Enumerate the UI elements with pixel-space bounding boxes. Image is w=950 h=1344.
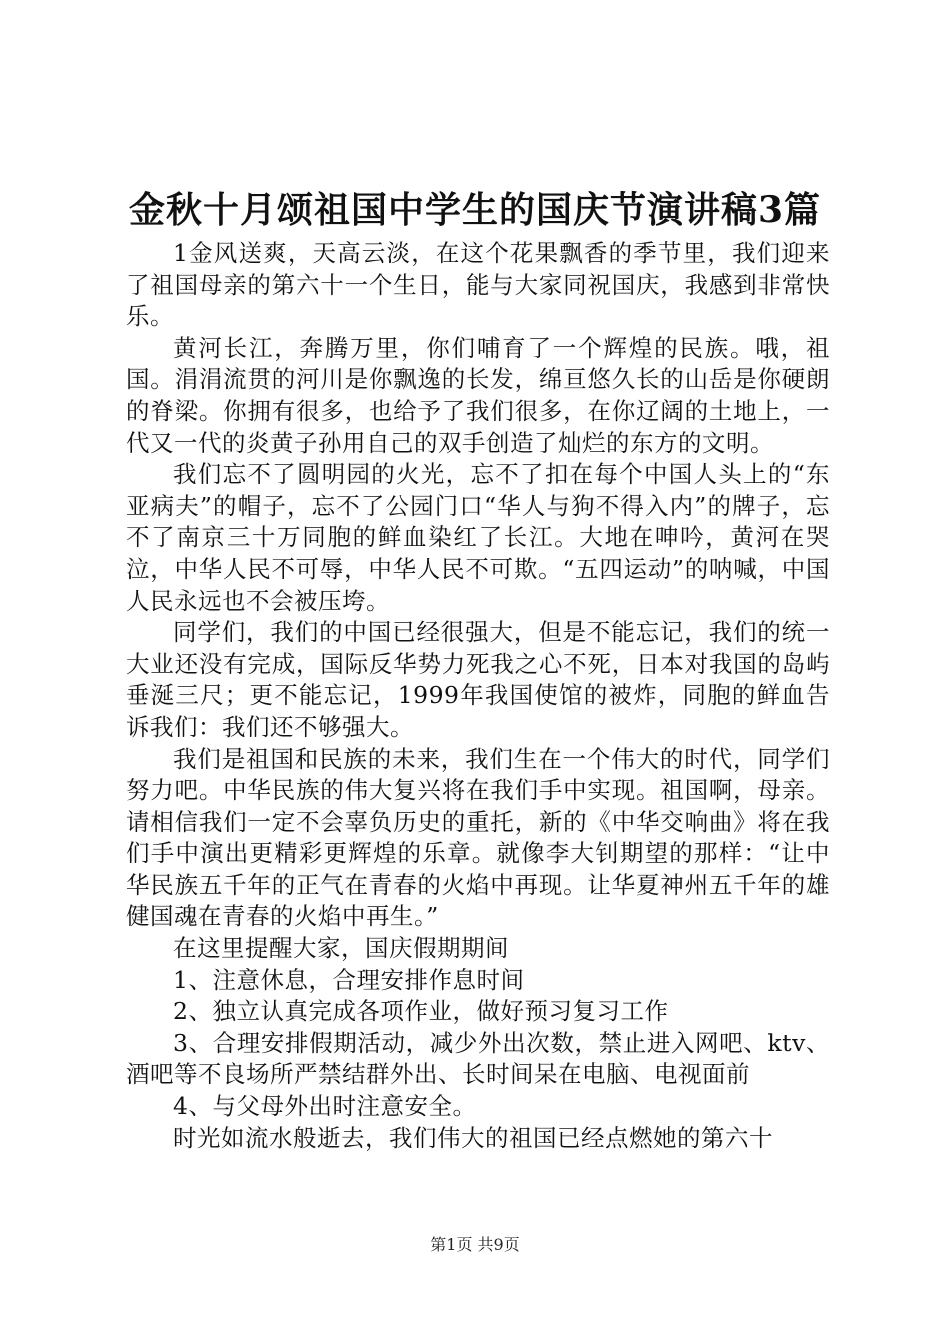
reminder-item-2: 2、独立认真完成各项作业，做好预习复习工作 bbox=[173, 997, 669, 1026]
reminder-item-1: 1、注意休息，合理安排作息时间 bbox=[173, 965, 525, 994]
page-number-footer: 第1页 共9页 bbox=[430, 1235, 520, 1254]
paragraph-5: 我们是祖国和民族的未来，我们生在一个伟大的时代，同学们努力吧。中华民族的伟大复兴将在我们手中实现。祖国啊，母亲。请相信我们一定不会辜负历史的重托，新的《中华交响曲》将在我们手中演出更精彩更辉煌的乐章。就像李大钊期望的那样：“让中华民族五千年的正气在青春的火焰中再现。让华夏神州五千年的雄健国魂在青春的火焰中再生。” bbox=[126, 744, 830, 931]
reminder-item-3: 3、合理安排假期活动，减少外出次数，禁止进入网吧、ktv、酒吧等不良场所严禁结群外出、长时间呆在电脑、电视面前 bbox=[126, 1028, 830, 1089]
paragraph-2: 黄河长江，奔腾万里，你们哺育了一个辉煌的民族。哦，祖国。涓涓流贯的河川是你飘逸的长发，绵亘悠久长的山岳是你硬朗的脊梁。你拥有很多，也给予了我们很多，在你辽阔的土地上，一代又一代的炎黄子孙用自己的双手创造了灿烂的东方的文明。 bbox=[126, 333, 830, 457]
document-body bbox=[126, 238, 830, 1154]
paragraph-4: 同学们，我们的中国已经很强大，但是不能忘记，我们的统一大业还没有完成，国际反华势力死我之心不死，日本对我国的岛屿垂涎三尺；更不能忘记，1999年我国使馆的被炸，同胞的鲜血告诉我们：我们还不够强大。 bbox=[126, 618, 830, 741]
paragraph-7: 时光如流水般逝去，我们伟大的祖国已经点燃她的第六十 bbox=[173, 1123, 773, 1152]
paragraph-3: 我们忘不了圆明园的火光，忘不了扣在每个中国人头上的“东亚病夫”的帽子，忘不了公园门口“华人与狗不得入内”的牌子，忘不了南京三十万同胞的鲜血染红了长江。大地在呻吟，黄河在哭泣，中华人民不可辱，中华人民不可欺。“五四运动”的呐喊，中国人民永远也不会被压垮。 bbox=[126, 460, 830, 615]
document-title: 金秋十月颂祖国中学生的国庆节演讲稿3篇 bbox=[128, 189, 822, 231]
paragraph-1: 1金风送爽，天高云淡，在这个花果飘香的季节里，我们迎来了祖国母亲的第六十一个生日，能与大家同祝国庆，我感到非常快乐。 bbox=[126, 239, 830, 331]
reminder-item-4: 4、与父母外出时注意安全。 bbox=[173, 1092, 477, 1121]
paragraph-6: 在这里提醒大家，国庆假期期间 bbox=[173, 934, 509, 963]
